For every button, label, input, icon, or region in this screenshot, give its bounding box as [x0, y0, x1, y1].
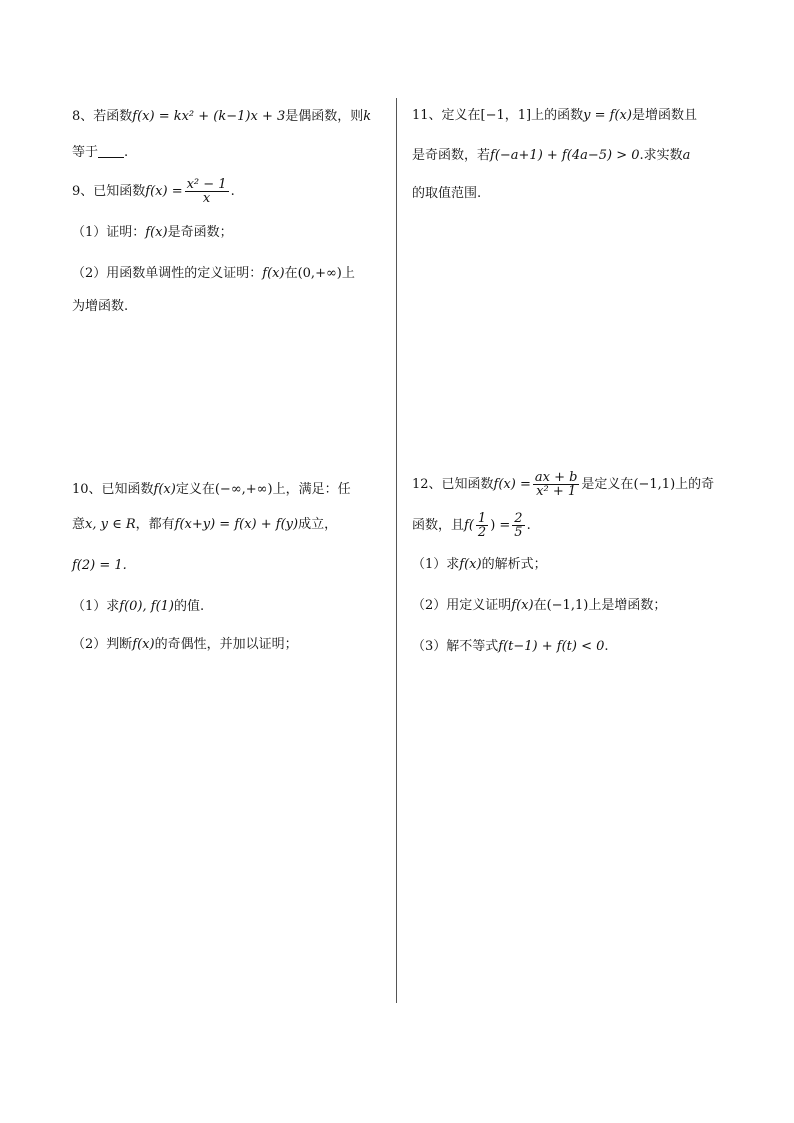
q10-p2-fx: f(x) [132, 637, 155, 652]
q10-f2: f(2) = 1. [72, 558, 127, 573]
q12-p3-period: . [604, 639, 609, 654]
q10-equation: f(x+y) = f(x) + f(y) [174, 517, 299, 532]
q11-var-a: a [682, 148, 691, 163]
q10-line2-suffix: 成立， [298, 517, 338, 532]
q10-p2-suffix: 的奇偶性，并加以证明； [154, 637, 298, 652]
q12-label: 12、已知函数 [412, 477, 494, 492]
q8-line1 [72, 108, 371, 126]
q9-p1-fx: f(x) [145, 225, 168, 240]
q11-line3 [412, 185, 481, 203]
q8-line2 [72, 144, 128, 162]
q10-line3 [72, 557, 127, 575]
q10-line2-prefix: 意 [72, 517, 86, 532]
q12-p2-label: （2）用定义证明 [412, 598, 512, 613]
q11-mid: 上的函数 [531, 108, 584, 123]
q12-eq: ) = [490, 518, 511, 533]
q12-frac-den: x² + 1 [536, 484, 577, 499]
q9-part2 [72, 265, 355, 283]
q12-line2-prefix: 函数，且 [412, 518, 465, 533]
q9-p2-interval: (0,+∞) [297, 266, 342, 281]
q10-part2 [72, 636, 298, 654]
q11-inequality: f(−a+1) + f(4a−5) > 0 [490, 148, 640, 163]
q11-interval: [−1，1] [480, 108, 532, 123]
q8-answer-blank [98, 145, 124, 158]
q10-suffix: 上，满足：任 [272, 482, 351, 497]
q9-label: 9、已知函数 [72, 184, 146, 199]
q12-half-fraction [476, 512, 488, 539]
q12-f-open: f( [464, 518, 474, 533]
q12-p2-mid: 在 [533, 598, 547, 613]
q10-mid: 定义在 [175, 482, 215, 497]
q12-part1 [412, 556, 547, 574]
q9-lhs: f(x) = [145, 184, 183, 199]
q8-period: . [124, 145, 129, 160]
q12-mid: 是定义在 [581, 477, 634, 492]
q11-line3-text: 的取值范围. [412, 186, 482, 201]
q10-p1-vals: f(0), f(1) [119, 599, 174, 614]
column-divider [396, 98, 397, 1003]
q11-label: 11、定义在 [412, 108, 481, 123]
q11-line2 [412, 147, 690, 165]
q12-fraction [533, 471, 580, 498]
q12-period: . [526, 518, 531, 533]
q12-line2 [412, 512, 531, 539]
q9-frac-den: x [202, 191, 211, 206]
q12-val-num: 2 [514, 511, 523, 526]
q10-fx: f(x) [153, 482, 176, 497]
q12-suffix: 上的奇 [675, 477, 715, 492]
q9-p2-line2-text: 为增函数. [72, 299, 129, 314]
q10-line1 [72, 481, 351, 499]
q12-half-num: 1 [477, 511, 487, 526]
q12-p3-label: （3）解不等式 [412, 639, 499, 654]
q10-p2-label: （2）判断 [72, 637, 133, 652]
q9-p2-mid: 在 [284, 266, 298, 281]
q9-p2-fx: f(x) [262, 266, 285, 281]
q12-p2-interval: (−1,1) [546, 598, 589, 613]
q10-part1 [72, 598, 204, 616]
q12-p1-suffix: 的解析式； [481, 557, 547, 572]
q12-stem [412, 471, 714, 498]
q9-p1-label: （1）证明： [72, 225, 146, 240]
q11-eq: y = f(x) [583, 108, 632, 123]
q12-half-den: 2 [477, 525, 487, 540]
q8-var-k: k [363, 109, 372, 124]
q12-part2 [412, 597, 666, 615]
q9-p2-label: （2）用函数单调性的定义证明： [72, 266, 263, 281]
q11-line2-prefix: 是奇函数，若 [412, 148, 491, 163]
q12-p3-inequality: f(t−1) + f(t) < 0 [498, 639, 605, 654]
q9-stem [72, 178, 235, 205]
q11-suffix: 是增函数且 [631, 108, 697, 123]
q11-line1 [412, 107, 697, 125]
q12-interval: (−1,1) [633, 477, 676, 492]
q9-period: . [230, 184, 235, 199]
q8-formula: f(x) = kx² + (k−1)x + 3 [132, 109, 286, 124]
q11-line2-suffix: .求实数 [639, 148, 683, 163]
q12-p2-fx: f(x) [511, 598, 534, 613]
q12-val-den: 5 [514, 525, 523, 540]
q12-frac-num: ax + b [534, 470, 578, 485]
q10-label: 10、已知函数 [72, 482, 154, 497]
q9-frac-num: x² − 1 [186, 177, 227, 192]
q8-label: 8、若函数 [72, 109, 133, 124]
q9-part1 [72, 224, 233, 242]
q12-p1-fx: f(x) [459, 557, 482, 572]
q8-text-2: 等于 [72, 145, 99, 160]
q10-line2 [72, 516, 337, 534]
q10-vars: x, y ∈ R [85, 517, 136, 532]
q12-value-fraction [512, 512, 524, 539]
q12-lhs: f(x) = [493, 477, 531, 492]
q9-p2-suffix: 上 [341, 266, 355, 281]
q8-text: 是偶函数，则 [285, 109, 364, 124]
q10-p1-suffix: 的值. [174, 599, 205, 614]
q12-p1-label: （1）求 [412, 557, 460, 572]
q12-p2-suffix: 上是增函数； [588, 598, 667, 613]
q10-interval: (−∞,+∞) [214, 482, 273, 497]
q10-p1-label: （1）求 [72, 599, 120, 614]
q12-part3 [412, 638, 609, 656]
q9-part2-line2 [72, 298, 128, 316]
q9-fraction [185, 178, 229, 205]
q10-line2-mid: ，都有 [135, 517, 175, 532]
q9-p1-text: 是奇函数； [167, 225, 233, 240]
